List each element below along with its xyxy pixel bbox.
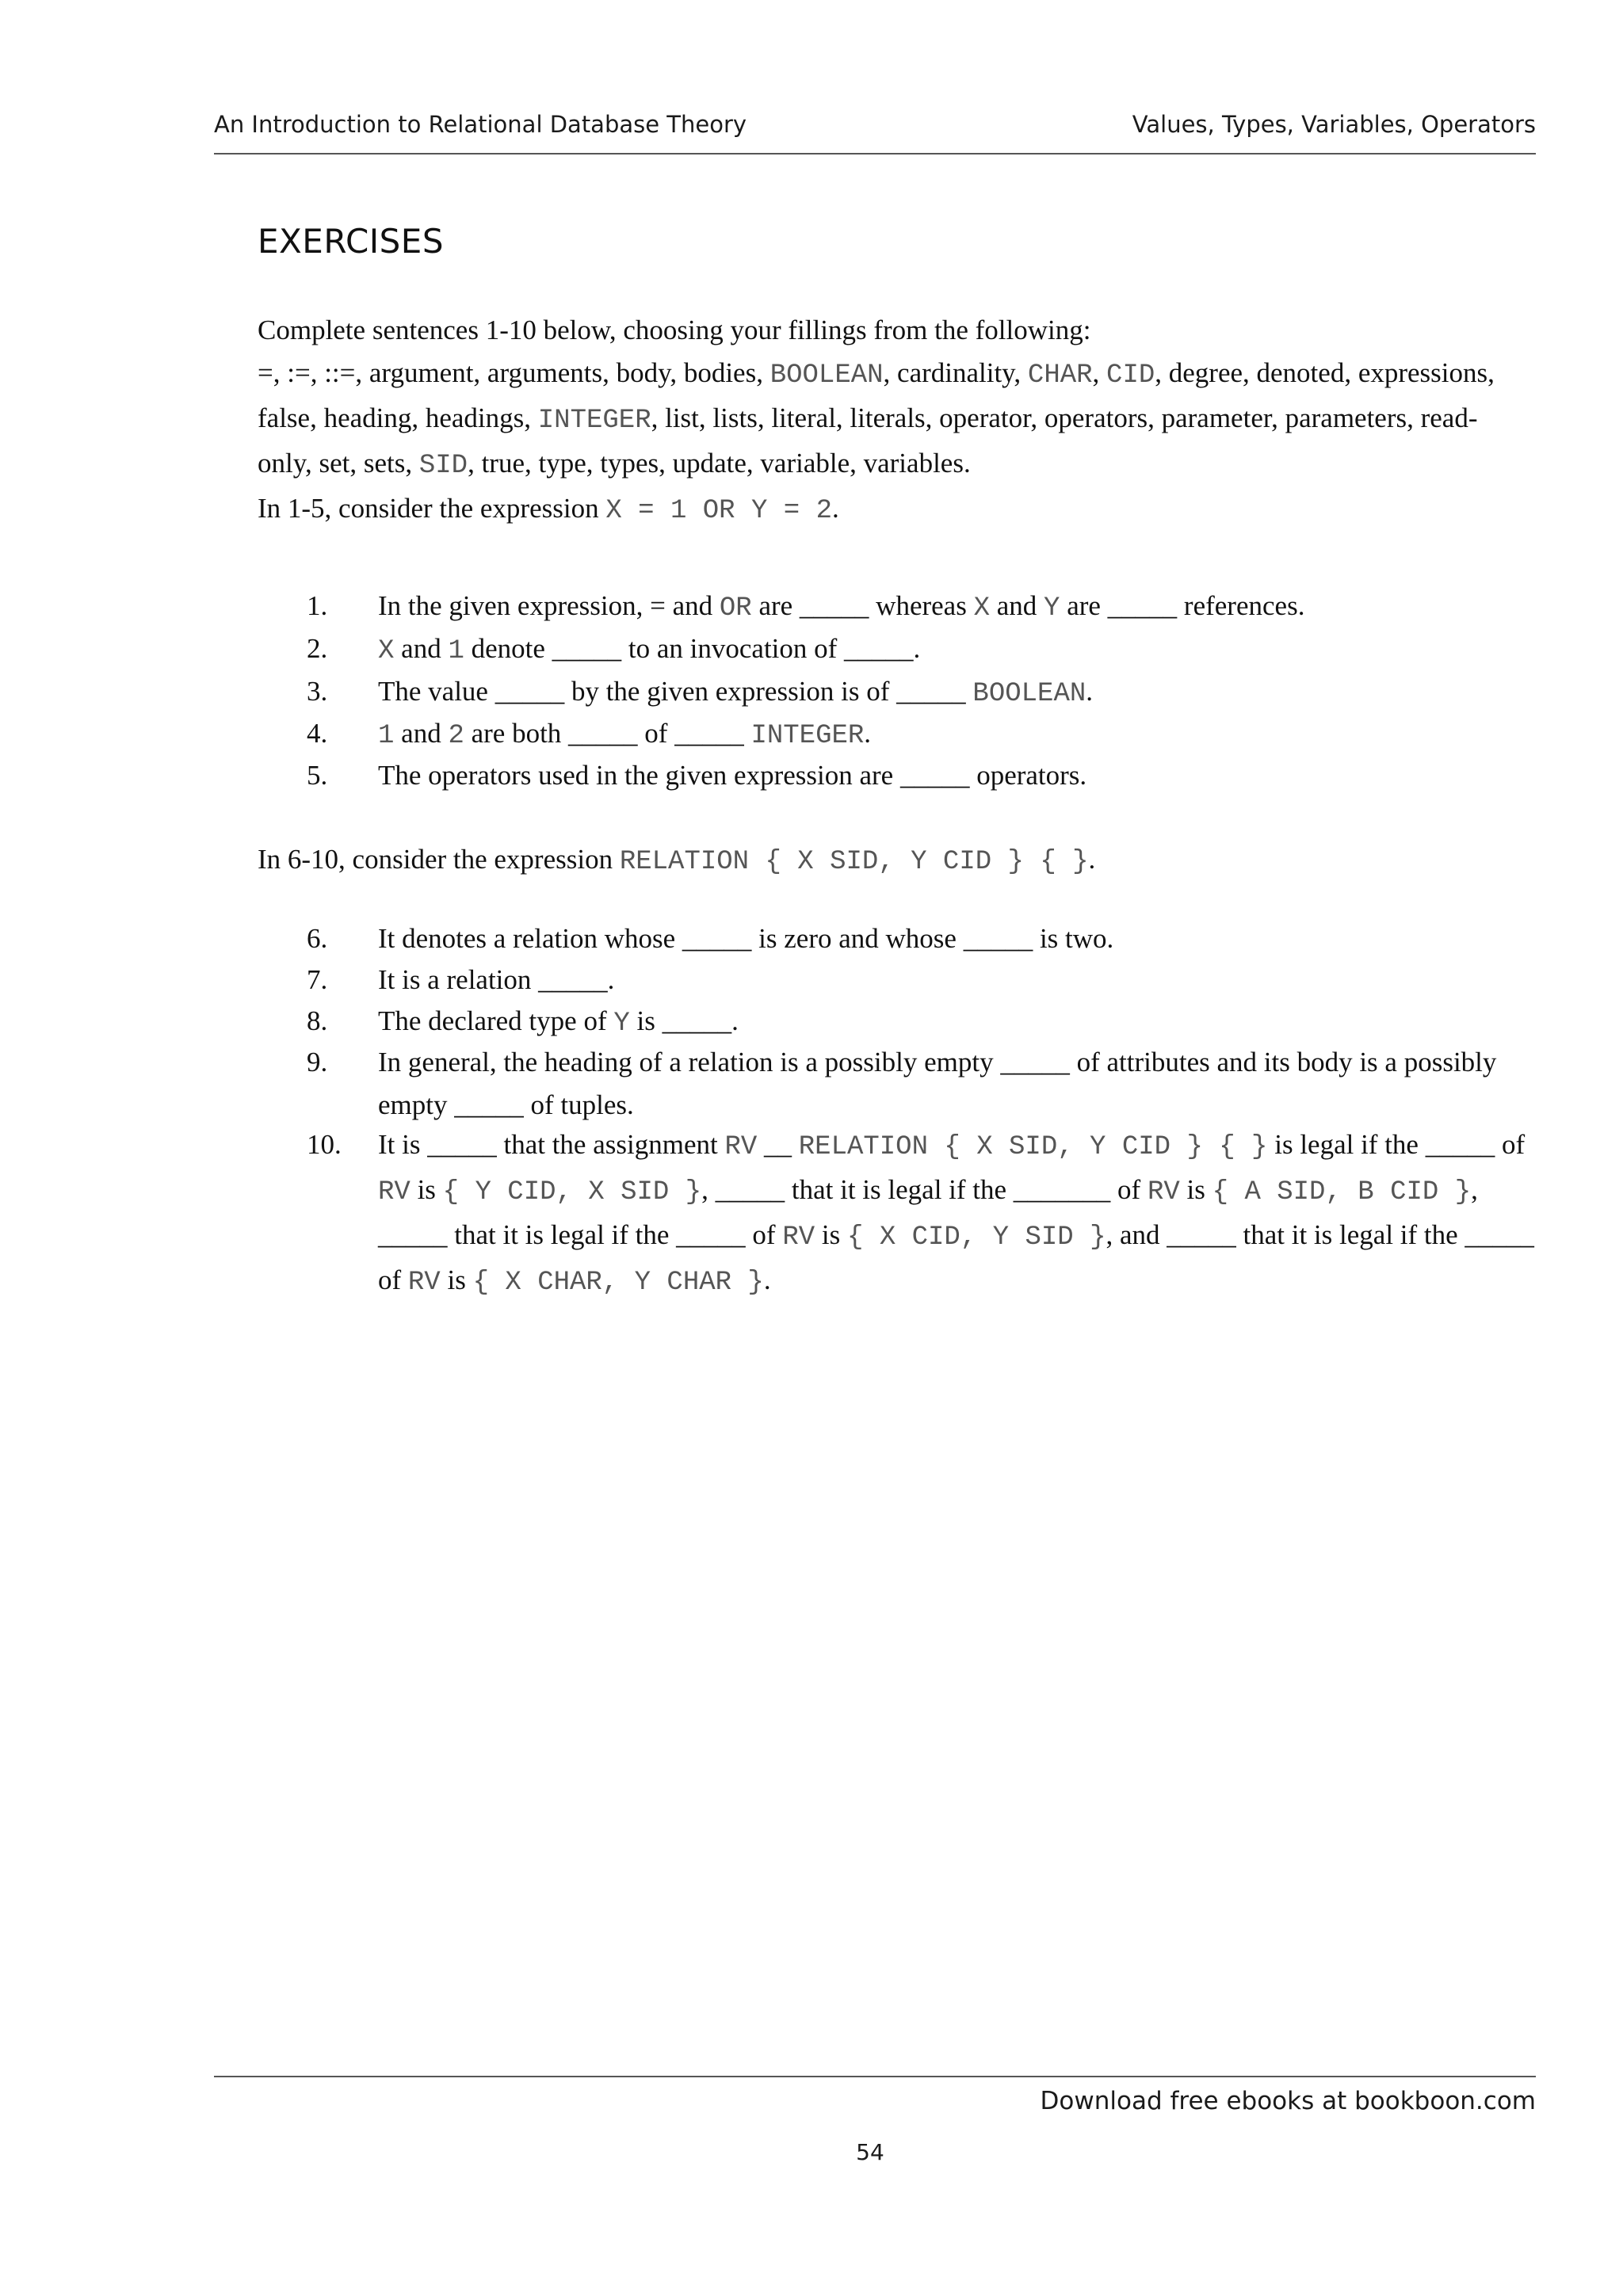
- consider-code: X = 1 OR Y = 2: [605, 496, 832, 526]
- consider-code: RELATION { X SID, Y CID } { }: [619, 847, 1089, 877]
- t: The declared type of: [378, 1005, 614, 1036]
- t: is: [410, 1174, 443, 1205]
- item-number: 8.: [307, 1005, 328, 1036]
- code: X: [378, 636, 395, 666]
- t: , _____ that it is legal if the _____ of: [378, 1174, 1478, 1250]
- t: In the given expression, = and: [378, 590, 720, 621]
- item-text: [378, 712, 1551, 757]
- consider-line-6-10: [258, 838, 1526, 883]
- word-list-text: , degree, denoted, expressions, false, heading, headings,: [258, 357, 1495, 433]
- word-list-code: BOOLEAN: [769, 360, 884, 391]
- code: X: [973, 593, 990, 624]
- code: RELATION { X SID, Y CID } { }: [798, 1132, 1268, 1162]
- item-text: [378, 1123, 1551, 1304]
- t: .: [864, 718, 872, 749]
- code: Y: [1044, 593, 1060, 624]
- code: 1: [378, 721, 395, 751]
- word-list-text: , cardinality,: [883, 357, 1028, 388]
- item-number: 4.: [307, 718, 328, 749]
- t: is: [815, 1219, 848, 1250]
- t: is legal if the _____ of: [1267, 1129, 1526, 1160]
- section-title: EXERCISES: [258, 222, 445, 261]
- code: BOOLEAN: [972, 679, 1086, 709]
- item-text: [378, 670, 1551, 715]
- item-text: It is a relation _____.: [378, 964, 615, 995]
- code: RV: [1147, 1177, 1180, 1207]
- consider-text: In 6-10, consider the expression: [258, 844, 620, 875]
- footer-divider: [214, 2076, 1536, 2077]
- item-text: It denotes a relation whose _____ is zero and whose _____ is two.: [378, 923, 1114, 954]
- item-number: 5.: [307, 760, 328, 791]
- consider-end: .: [832, 493, 839, 524]
- t: .: [763, 1264, 771, 1295]
- code: { X CHAR, Y CHAR }: [472, 1268, 764, 1298]
- word-list-text: , true, type, types, update, variable, variables.: [468, 448, 971, 479]
- page-number: 54: [856, 2139, 884, 2165]
- code: RV: [407, 1268, 441, 1298]
- t: __: [757, 1129, 799, 1160]
- code: { X CID, Y SID }: [847, 1222, 1106, 1253]
- code: OR: [719, 593, 752, 624]
- t: and: [990, 590, 1044, 621]
- t: , and _____ that it is legal if the _____ of: [378, 1219, 1534, 1295]
- code: { A SID, B CID }: [1212, 1177, 1472, 1207]
- word-list-code: CHAR: [1027, 360, 1093, 391]
- t: .: [1086, 676, 1093, 707]
- t: are _____ references.: [1060, 590, 1305, 621]
- consider-text: In 1-5, consider the expression: [258, 493, 606, 524]
- header-divider: [214, 153, 1536, 154]
- item-text: [378, 1000, 1551, 1045]
- word-list-text: , list, lists, literal, literals, operator, operators, parameter, parameters, read-only, set, sets,: [258, 402, 1478, 479]
- item-text: The operators used in the given expression are _____ operators.: [378, 760, 1087, 791]
- running-header-book-title: An Introduction to Relational Database Theory: [214, 111, 747, 138]
- item-text: [378, 585, 1551, 630]
- t: is: [440, 1264, 473, 1295]
- code: 2: [448, 721, 464, 751]
- word-list-text: =, :=, ::=, argument, arguments, body, bodies,: [258, 357, 770, 388]
- item-number: 7.: [307, 964, 328, 995]
- item-number: 6.: [307, 923, 328, 954]
- code: Y: [613, 1009, 630, 1039]
- code: RV: [782, 1222, 815, 1253]
- word-list-code: INTEGER: [537, 406, 651, 436]
- code: RV: [378, 1177, 411, 1207]
- t: and: [394, 718, 449, 749]
- t: is _____.: [629, 1005, 739, 1036]
- t: , _____ that it is legal if the _______ of: [701, 1174, 1148, 1205]
- t: and: [394, 633, 449, 664]
- consider-end: .: [1088, 844, 1096, 875]
- t: denote _____ to an invocation of _____.: [464, 633, 921, 664]
- consider-line-1-5: [258, 487, 1526, 532]
- item-text: In general, the heading of a relation is a possibly empty _____ of attributes and its body is a possibly empty _____ of tuples.: [378, 1047, 1497, 1120]
- t: are _____ whereas: [751, 590, 974, 621]
- word-list-code: CID: [1106, 360, 1155, 391]
- item-number: 10.: [307, 1129, 342, 1160]
- t: The value _____ by the given expression is of _____: [378, 676, 973, 707]
- item-number: 2.: [307, 633, 328, 664]
- item-number: 9.: [307, 1047, 328, 1077]
- word-list-text: ,: [1092, 357, 1107, 388]
- running-header-chapter-title: Values, Types, Variables, Operators: [1132, 111, 1536, 138]
- intro-paragraph: [258, 309, 1526, 532]
- code: RV: [724, 1132, 758, 1162]
- word-list: [258, 352, 1526, 487]
- download-link[interactable]: Download free ebooks at bookboon.com: [1040, 2087, 1536, 2115]
- t: is: [1179, 1174, 1212, 1205]
- code: 1: [448, 636, 464, 666]
- item-number: 1.: [307, 590, 328, 621]
- t: It is _____ that the assignment: [378, 1129, 725, 1160]
- word-list-code: SID: [418, 451, 468, 481]
- t: are both _____ of _____: [464, 718, 751, 749]
- item-text: [378, 627, 1551, 673]
- item-number: 3.: [307, 676, 328, 707]
- code: { Y CID, X SID }: [442, 1177, 702, 1207]
- intro-line-1: Complete sentences 1-10 below, choosing your fillings from the following:: [258, 315, 1091, 345]
- code: INTEGER: [750, 721, 865, 751]
